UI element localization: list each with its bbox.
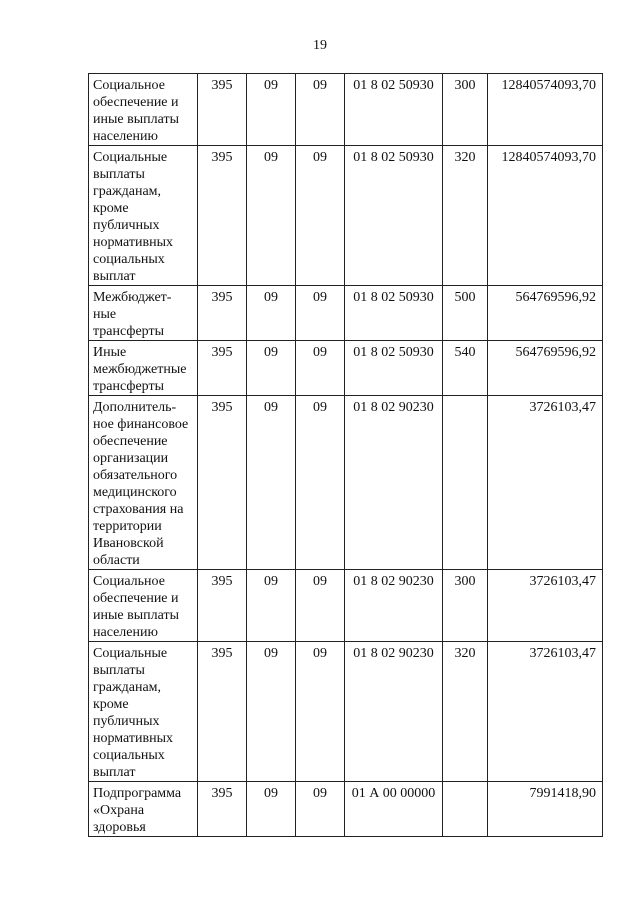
expense-type-cell bbox=[443, 782, 488, 837]
expense-name-line: публичных bbox=[93, 218, 160, 233]
table-row bbox=[89, 396, 603, 570]
expense-name-line: обеспечение bbox=[93, 434, 168, 449]
expense-name-line: Дополнитель- bbox=[93, 400, 177, 415]
target-article-cell: 01 8 02 50930 bbox=[345, 341, 443, 396]
admin-code-cell: 395 bbox=[198, 782, 247, 837]
expense-name-line: социальных bbox=[93, 252, 165, 267]
amount-cell: 3726103,47 bbox=[488, 396, 603, 570]
section-code-cell: 09 bbox=[247, 642, 296, 782]
expense-name-line: нормативных bbox=[93, 731, 174, 746]
expense-name-line: гражданам, bbox=[93, 680, 162, 695]
expense-name-cell bbox=[89, 286, 198, 341]
section-code-cell: 09 bbox=[247, 570, 296, 642]
expense-type-cell: 300 bbox=[443, 570, 488, 642]
expense-name-line: Ивановской bbox=[93, 536, 164, 551]
amount-cell: 564769596,92 bbox=[488, 286, 603, 341]
expense-name-line: обеспечение и bbox=[93, 95, 179, 110]
expense-name-line: выплаты bbox=[93, 167, 145, 182]
expense-type-cell: 540 bbox=[443, 341, 488, 396]
expense-name-cell bbox=[89, 782, 198, 837]
subsection-code-cell: 09 bbox=[296, 146, 345, 286]
target-article-cell: 01 8 02 90230 bbox=[345, 570, 443, 642]
budget-table bbox=[88, 73, 603, 837]
target-article-cell: 01 А 00 00000 bbox=[345, 782, 443, 837]
table-body bbox=[89, 74, 603, 837]
expense-name-line: Социальные bbox=[93, 150, 168, 165]
expense-name-line: страхования на bbox=[93, 502, 184, 517]
expense-name-cell bbox=[89, 146, 198, 286]
table-row bbox=[89, 570, 603, 642]
subsection-code-cell: 09 bbox=[296, 782, 345, 837]
expense-name-line: области bbox=[93, 553, 140, 568]
admin-code-cell: 395 bbox=[198, 570, 247, 642]
admin-code-cell: 395 bbox=[198, 642, 247, 782]
expense-name-line: территории bbox=[93, 519, 162, 534]
expense-name-line: ные bbox=[93, 307, 117, 322]
expense-name-cell bbox=[89, 74, 198, 146]
expense-name-line: трансферты bbox=[93, 379, 165, 394]
expense-name-line: трансферты bbox=[93, 324, 165, 339]
section-code-cell: 09 bbox=[247, 74, 296, 146]
expense-type-cell: 320 bbox=[443, 146, 488, 286]
expense-name-line: ное финансовое bbox=[93, 417, 189, 432]
expense-name-line: населению bbox=[93, 625, 158, 640]
admin-code-cell: 395 bbox=[198, 341, 247, 396]
expense-name-cell bbox=[89, 642, 198, 782]
amount-cell: 564769596,92 bbox=[488, 341, 603, 396]
amount-cell: 3726103,47 bbox=[488, 570, 603, 642]
target-article-cell: 01 8 02 90230 bbox=[345, 642, 443, 782]
section-code-cell: 09 bbox=[247, 396, 296, 570]
amount-cell: 7991418,90 bbox=[488, 782, 603, 837]
expense-type-cell bbox=[443, 396, 488, 570]
subsection-code-cell: 09 bbox=[296, 286, 345, 341]
subsection-code-cell: 09 bbox=[296, 74, 345, 146]
expense-name-cell bbox=[89, 341, 198, 396]
admin-code-cell: 395 bbox=[198, 74, 247, 146]
expense-name-line: иные выплаты bbox=[93, 112, 179, 127]
expense-name-line: организации bbox=[93, 451, 169, 466]
subsection-code-cell: 09 bbox=[296, 341, 345, 396]
page-number: 19 bbox=[313, 38, 327, 53]
expense-type-cell: 500 bbox=[443, 286, 488, 341]
amount-cell: 12840574093,70 bbox=[488, 146, 603, 286]
expense-name-line: публичных bbox=[93, 714, 160, 729]
expense-name-line: Межбюджет- bbox=[93, 290, 172, 305]
expense-name-line: гражданам, bbox=[93, 184, 162, 199]
amount-cell: 12840574093,70 bbox=[488, 74, 603, 146]
expense-type-cell: 300 bbox=[443, 74, 488, 146]
expense-name-line: обеспечение и bbox=[93, 591, 179, 606]
section-code-cell: 09 bbox=[247, 341, 296, 396]
section-code-cell: 09 bbox=[247, 286, 296, 341]
expense-name-line: Социальные bbox=[93, 646, 168, 661]
expense-name-cell bbox=[89, 396, 198, 570]
expense-name-line: выплат bbox=[93, 269, 136, 284]
expense-name-line: выплат bbox=[93, 765, 136, 780]
expense-type-cell: 320 bbox=[443, 642, 488, 782]
table-row bbox=[89, 341, 603, 396]
expense-name-line: здоровья bbox=[93, 820, 146, 835]
expense-name-line: кроме bbox=[93, 201, 129, 216]
admin-code-cell: 395 bbox=[198, 396, 247, 570]
target-article-cell: 01 8 02 50930 bbox=[345, 146, 443, 286]
expense-name-line: Социальное bbox=[93, 78, 165, 93]
table-row bbox=[89, 146, 603, 286]
expense-name-line: межбюджетные bbox=[93, 362, 187, 377]
target-article-cell: 01 8 02 50930 bbox=[345, 286, 443, 341]
subsection-code-cell: 09 bbox=[296, 570, 345, 642]
section-code-cell: 09 bbox=[247, 146, 296, 286]
expense-name-line: Социальное bbox=[93, 574, 165, 589]
expense-name-line: кроме bbox=[93, 697, 129, 712]
table-row bbox=[89, 782, 603, 837]
expense-name-line: Иные bbox=[93, 345, 127, 360]
amount-cell: 3726103,47 bbox=[488, 642, 603, 782]
expense-name-line: обязательного bbox=[93, 468, 178, 483]
target-article-cell: 01 8 02 50930 bbox=[345, 74, 443, 146]
expense-name-line: населению bbox=[93, 129, 158, 144]
table-row bbox=[89, 286, 603, 341]
table-row bbox=[89, 642, 603, 782]
expense-name-cell bbox=[89, 570, 198, 642]
section-code-cell: 09 bbox=[247, 782, 296, 837]
expense-name-line: нормативных bbox=[93, 235, 174, 250]
subsection-code-cell: 09 bbox=[296, 642, 345, 782]
expense-name-line: Подпрограмма bbox=[93, 786, 182, 801]
table-row bbox=[89, 74, 603, 146]
admin-code-cell: 395 bbox=[198, 146, 247, 286]
expense-name-line: «Охрана bbox=[93, 803, 145, 818]
expense-name-line: выплаты bbox=[93, 663, 145, 678]
subsection-code-cell: 09 bbox=[296, 396, 345, 570]
expense-name-line: медицинского bbox=[93, 485, 177, 500]
expense-name-line: иные выплаты bbox=[93, 608, 179, 623]
admin-code-cell: 395 bbox=[198, 286, 247, 341]
target-article-cell: 01 8 02 90230 bbox=[345, 396, 443, 570]
expense-name-line: социальных bbox=[93, 748, 165, 763]
